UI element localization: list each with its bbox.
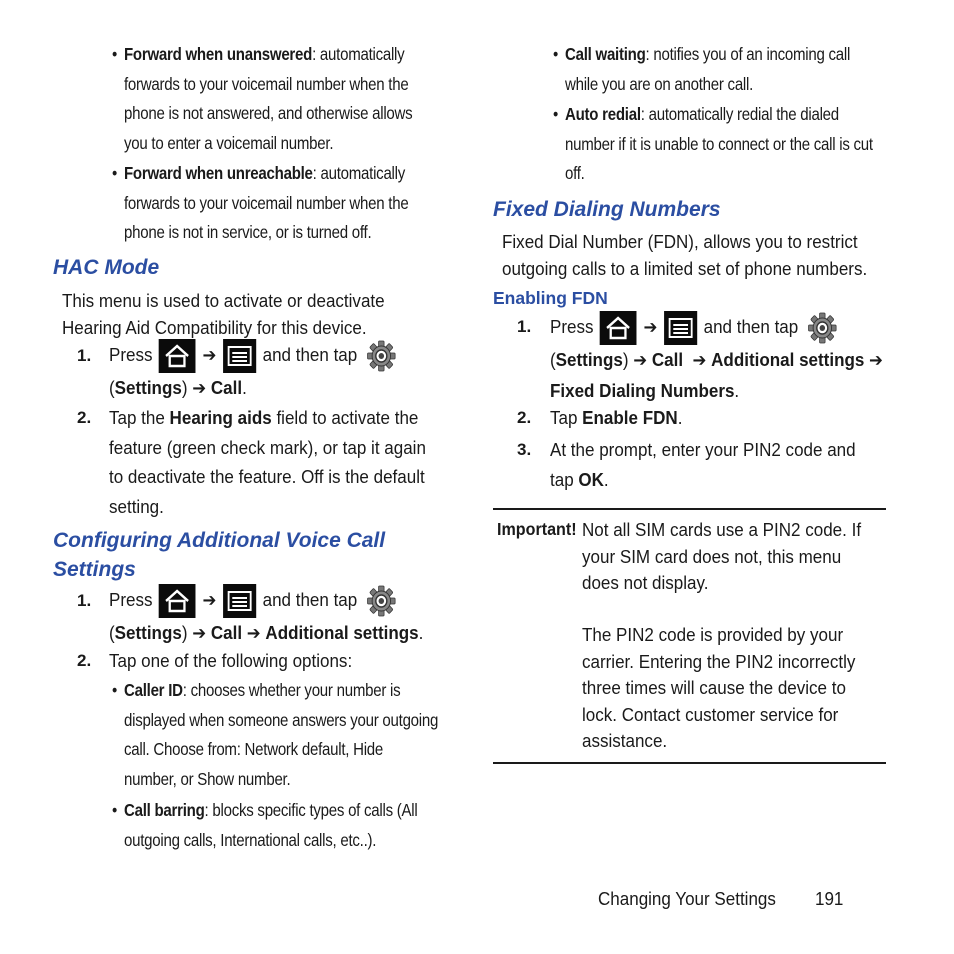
important-text-1: [582, 517, 861, 597]
bullet-dot: •: [111, 680, 117, 700]
option-name: Forward when unanswered: [124, 44, 313, 64]
desc-line: call. Choose from: Network default, Hide: [124, 739, 384, 759]
note-line: three times will cause the device to: [582, 677, 846, 698]
bullet-dot: •: [111, 163, 117, 183]
fdn-step-1: Press ➔ and then tap (Settings) ➔ Call ➔ Additional settings ➔ Fixed Dialing Numbers.: [550, 311, 900, 405]
step-number: 1.: [517, 317, 532, 336]
option-desc: : automatically: [312, 44, 405, 64]
settings-gear-icon: [807, 311, 838, 345]
option-desc: : automatically redial the dialed: [640, 104, 839, 124]
fdn-step-2: Tap Enable FDN.: [550, 407, 683, 428]
settings-gear-icon: [366, 339, 397, 373]
hearing-aids-label: Hearing aids: [169, 407, 272, 428]
important-text-2: [582, 622, 855, 755]
voice-call-settings-heading: [53, 526, 385, 584]
home-key-icon: [600, 311, 637, 345]
desc-line: phone is not answered, and otherwise allows: [124, 103, 413, 123]
settings-gear-icon: [366, 584, 397, 618]
menu-key-icon: [664, 311, 697, 345]
intro-line: Fixed Dial Number (FDN), allows you to restrict: [502, 231, 858, 252]
hac-step-2: [109, 403, 449, 521]
menu-key-icon: [223, 339, 256, 373]
step-text: field to activate the: [271, 407, 419, 428]
option-desc: : notifies you of an incoming call: [645, 44, 851, 64]
note-line: Not all SIM cards use a PIN2 code. If: [582, 519, 862, 540]
desc-line: displayed when someone answers your outgoing: [124, 709, 439, 730]
option-desc: : chooses whether your number is: [182, 680, 401, 700]
arrow-icon: ➔: [633, 350, 648, 370]
settings-label: Settings: [555, 349, 623, 370]
arrow-icon: ➔: [869, 350, 883, 370]
arrow-icon: ➔: [192, 623, 207, 643]
settings-label: Settings: [114, 377, 182, 398]
additional-settings-label: Additional settings: [711, 349, 865, 370]
press-text: Press: [550, 315, 594, 337]
bullet-forward-unreachable: [111, 159, 451, 248]
arrow-icon: ➔: [692, 350, 707, 370]
fdn-step-3: At the prompt, enter your PIN2 code and tap OK.: [550, 439, 856, 490]
intro-line: This menu is used to activate or deactivate: [62, 290, 385, 311]
note-line: your SIM card does not, this menu: [582, 545, 842, 567]
bullet-dot: •: [552, 44, 558, 64]
step-number: 1.: [77, 346, 92, 365]
footer-section-title: Changing Your Settings: [598, 888, 776, 909]
page-number: 191: [815, 888, 844, 909]
bullet-call-waiting: [552, 40, 892, 99]
ok-label: OK: [578, 468, 604, 490]
step-line: feature (green check mark), or tap it again: [109, 436, 426, 458]
intro-line: Hearing Aid Compatibility for this device.: [62, 316, 367, 338]
step-number: 2.: [77, 408, 92, 427]
heading-line: Configuring Additional Voice Call: [53, 529, 386, 552]
arrow-icon: ➔: [202, 344, 217, 365]
step-text: Tap: [550, 407, 583, 428]
desc-line: forwards to your voicemail number when the: [124, 73, 409, 94]
note-line: The PIN2 code is provided by your: [582, 624, 844, 645]
fdn-intro: [502, 229, 867, 282]
heading-line: Settings: [53, 558, 136, 581]
desc-line: outgoing calls, International calls, etc..).: [124, 829, 377, 850]
home-key-icon: [159, 584, 196, 618]
call-label: Call: [210, 377, 243, 398]
bullet-dot: •: [111, 800, 117, 820]
arrow-icon: ➔: [246, 623, 261, 643]
desc-line: number if it is unable to connect or the call is cut: [565, 133, 873, 154]
step-number: 2.: [77, 651, 92, 670]
and-then-tap-text: and then tap: [262, 588, 358, 610]
arrow-icon: ➔: [192, 378, 207, 398]
hac-mode-heading: HAC Mode: [53, 256, 160, 279]
additional-settings-label: Additional settings: [265, 622, 419, 643]
bullet-auto-redial: [552, 100, 892, 189]
option-name: Forward when unreachable: [124, 163, 313, 183]
note-line: assistance.: [582, 730, 668, 751]
option-name: Call barring: [124, 800, 205, 820]
option-desc: : automatically: [312, 163, 406, 183]
menu-key-icon: [223, 584, 256, 618]
press-text: Press: [109, 343, 153, 365]
note-top-rule: [493, 508, 886, 510]
enabling-fdn-heading: Enabling FDN: [493, 288, 608, 308]
bullet-dot: •: [552, 104, 558, 124]
press-text: Press: [109, 588, 153, 610]
and-then-tap-text: and then tap: [703, 315, 799, 337]
option-name: Call waiting: [565, 44, 646, 64]
call-label: Call: [210, 622, 243, 643]
enable-fdn-label: Enable FDN: [582, 407, 678, 428]
step-line: At the prompt, enter your PIN2 code and: [550, 439, 856, 460]
arrow-icon: ➔: [202, 589, 217, 610]
settings-label: Settings: [114, 622, 182, 643]
desc-line: number, or Show number.: [124, 768, 291, 789]
voice-step-2: Tap one of the following options:: [109, 650, 353, 671]
option-call-barring: [111, 796, 451, 855]
note-bottom-rule: [493, 762, 886, 764]
home-key-icon: [159, 339, 196, 373]
bullet-dot: •: [111, 44, 117, 64]
desc-line: forwards to your voicemail number when the: [124, 192, 409, 213]
option-name: Auto redial: [565, 104, 641, 124]
bullet-forward-unanswered: [111, 40, 451, 158]
step-text: tap: [550, 468, 579, 490]
option-caller-id: [111, 676, 451, 794]
step-text: Tap the: [109, 407, 170, 428]
option-name: Caller ID: [124, 680, 183, 700]
note-line: carrier. Entering the PIN2 incorrectly: [582, 650, 856, 672]
note-line: does not display.: [582, 572, 709, 593]
fixed-dialing-heading: Fixed Dialing Numbers: [493, 198, 721, 221]
hac-step-1: Press ➔ and then tap (Settings) ➔ Call.: [109, 339, 440, 404]
intro-line: outgoing calls to a limited set of phone numbers.: [502, 257, 868, 279]
hac-intro: [62, 288, 385, 341]
step-number: 3.: [517, 440, 532, 459]
step-line: setting.: [109, 495, 164, 517]
step-number: 2.: [517, 408, 532, 427]
desc-line: off.: [565, 163, 585, 183]
desc-line: you to enter a voicemail number.: [124, 132, 334, 153]
step-line: to deactivate the feature. Off is the default: [109, 466, 425, 487]
and-then-tap-text: and then tap: [262, 343, 358, 365]
desc-line: phone is not in service, or is turned off.: [124, 222, 372, 242]
call-label: Call: [651, 349, 684, 370]
fixed-dialing-label: Fixed Dialing Numbers: [550, 379, 735, 401]
desc-line: while you are on another call.: [565, 73, 754, 94]
voice-step-1: Press ➔ and then tap (Settings) ➔ Call ➔ Additional settings.: [109, 584, 449, 649]
step-number: 1.: [77, 591, 92, 610]
arrow-icon: ➔: [643, 316, 658, 337]
important-label: Important!: [497, 519, 577, 539]
option-desc: : blocks specific types of calls (All: [204, 800, 418, 820]
note-line: lock. Contact customer service for: [582, 703, 839, 725]
